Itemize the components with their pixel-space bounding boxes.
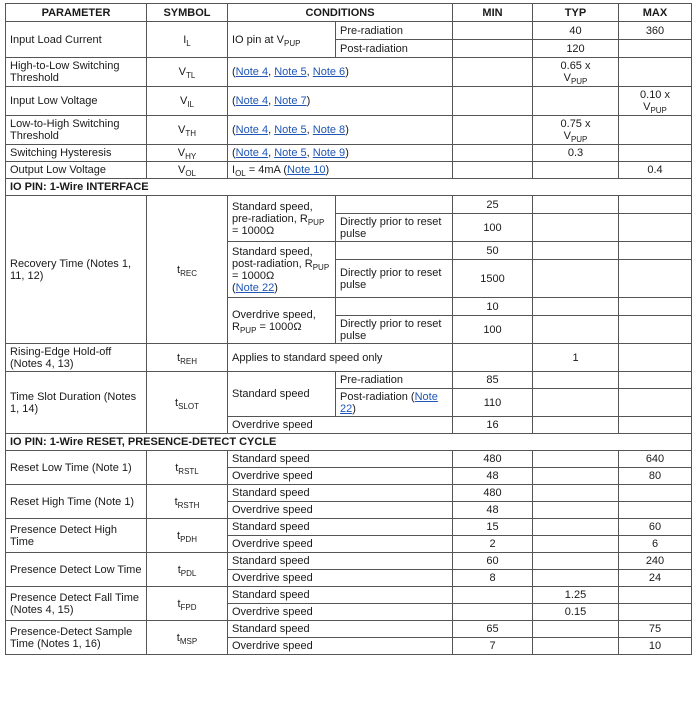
min-cell [453, 145, 533, 162]
param-cell: Presence Detect High Time [6, 519, 147, 553]
cond-overdrive-speed: Overdrive speed [228, 570, 453, 587]
max-cell [619, 502, 692, 519]
note-link[interactable]: Note 5 [274, 124, 307, 136]
cond-vth-notes: (Note 4, Note 5, Note 8) [228, 116, 453, 145]
section-title-interface: IO PIN: 1-Wire INTERFACE [6, 179, 692, 196]
table-row [6, 553, 692, 570]
max-cell [619, 604, 692, 621]
symbol-cell: $t_{PDH}$ [147, 519, 228, 553]
cond-vil-notes: (Note 4, Note 7) [228, 87, 453, 116]
symbol-cell: $t_{PDL}$ [147, 553, 228, 587]
min-cell: 16 [453, 417, 533, 434]
min-cell [453, 604, 533, 621]
cond-prior-reset: Directly prior to reset pulse [336, 316, 453, 344]
note-link[interactable]: Note 4 [235, 66, 269, 78]
symbol-vhy: $V_{HY}$ [147, 145, 228, 162]
header-conditions: CONDITIONS [228, 4, 453, 22]
max-cell: 6 [619, 536, 692, 553]
symbol-vtl: $V_{TL}$ [147, 58, 228, 87]
section-header-row [6, 179, 692, 196]
max-cell: 10 [619, 638, 692, 655]
min-cell: 110 [453, 389, 533, 417]
cond-io-pin: IO pin at $V_{PUP}$ [228, 22, 336, 58]
typ-cell [533, 536, 619, 553]
max-cell [619, 389, 692, 417]
note-link[interactable]: Note 5 [274, 147, 307, 159]
min-cell: 480 [453, 485, 533, 502]
cond-overdrive-speed: Overdrive speed [228, 638, 453, 655]
typ-cell [533, 553, 619, 570]
typ-cell: 0.3 [533, 145, 619, 162]
min-cell [453, 22, 533, 40]
min-cell [453, 116, 533, 145]
table-row [6, 621, 692, 638]
max-cell [619, 214, 692, 242]
param-treh: Rising-Edge Hold-off (Notes 4, 13) [6, 344, 147, 372]
typ-cell [533, 519, 619, 536]
cond-overdrive-speed: Overdrive speed [228, 604, 453, 621]
table-row [6, 344, 692, 372]
table-row [6, 162, 692, 179]
cond-post-radiation: Post-radiation [336, 40, 453, 58]
header-typ: TYP [533, 4, 619, 22]
table-row [6, 116, 692, 145]
param-cell: Presence-Detect Sample Time (Notes 1, 16) [6, 621, 147, 655]
header-min: MIN [453, 4, 533, 22]
note-link[interactable]: Note 8 [312, 124, 346, 136]
typ-cell [533, 162, 619, 179]
param-cell: Reset High Time (Note 1) [6, 485, 147, 519]
min-cell: 50 [453, 242, 533, 260]
cond-tslot-std: Standard speed [228, 372, 336, 417]
param-tslot: Time Slot Duration (Notes 1, 14) [6, 372, 147, 434]
typ-cell: 1 [533, 344, 619, 372]
symbol-cell: $t_{FPD}$ [147, 587, 228, 621]
cond-tslot-od: Overdrive speed [228, 417, 453, 434]
note-link[interactable]: Note 7 [274, 95, 307, 107]
symbol-vol: $V_{OL}$ [147, 162, 228, 179]
note-link[interactable]: Note 9 [312, 147, 346, 159]
typ-cell [533, 260, 619, 298]
symbol-vth: $V_{TH}$ [147, 116, 228, 145]
typ-cell: 40 [533, 22, 619, 40]
symbol-tslot: $t_{SLOT}$ [147, 372, 228, 434]
typ-cell: 1.25 [533, 587, 619, 604]
max-cell: 360 [619, 22, 692, 40]
cond-trec-std-pre: Standard speed, pre-radiation, $R_{PUP} = 1000\Omega$ [228, 196, 336, 242]
cond-overdrive-speed: Overdrive speed [228, 468, 453, 485]
min-cell: 48 [453, 468, 533, 485]
symbol-cell: $t_{MSP}$ [147, 621, 228, 655]
min-cell: 10 [453, 298, 533, 316]
cond-overdrive-speed: Overdrive speed [228, 536, 453, 553]
cond-overdrive-speed: Overdrive speed [228, 502, 453, 519]
min-cell: 8 [453, 570, 533, 587]
spec-table-wrapper [5, 3, 692, 655]
min-cell: 15 [453, 519, 533, 536]
electrical-characteristics-table [5, 3, 692, 655]
cond-prior-reset: Directly prior to reset pulse [336, 260, 453, 298]
header-parameter: PARAMETER [6, 4, 147, 22]
typ-cell [533, 242, 619, 260]
table-row [6, 519, 692, 536]
max-cell: 80 [619, 468, 692, 485]
note-link[interactable]: Note 6 [312, 66, 346, 78]
param-trec: Recovery Time (Notes 1, 11, 12) [6, 196, 147, 344]
typ-cell [533, 468, 619, 485]
max-cell [619, 344, 692, 372]
cond-standard-speed: Standard speed [228, 553, 453, 570]
header-row [6, 4, 692, 22]
max-cell: 75 [619, 621, 692, 638]
max-cell: 640 [619, 451, 692, 468]
typ-cell: 0.15 [533, 604, 619, 621]
typ-cell [533, 621, 619, 638]
table-row [6, 196, 692, 214]
param-cell: Reset Low Time (Note 1) [6, 451, 147, 485]
note-link[interactable]: Note 4 [235, 147, 269, 159]
max-cell [619, 58, 692, 87]
typ-cell [533, 87, 619, 116]
max-cell: 60 [619, 519, 692, 536]
typ-cell [533, 570, 619, 587]
min-cell: 2 [453, 536, 533, 553]
min-cell: 100 [453, 214, 533, 242]
min-cell: 85 [453, 372, 533, 389]
max-cell [619, 260, 692, 298]
typ-cell [533, 196, 619, 214]
min-cell [453, 58, 533, 87]
cond-vtl-notes: (Note 4, Note 5, Note 6) [228, 58, 453, 87]
max-cell [619, 298, 692, 316]
cond-pre-radiation: Pre-radiation [336, 22, 453, 40]
param-input-load-current: Input Load Current [6, 22, 147, 58]
min-cell: 480 [453, 451, 533, 468]
min-cell: 7 [453, 638, 533, 655]
cond-prior-reset: Directly prior to reset pulse [336, 214, 453, 242]
max-cell [619, 372, 692, 389]
table-row [6, 145, 692, 162]
note-link[interactable]: Note 10 [287, 164, 326, 176]
table-row [6, 372, 692, 389]
typ-cell [533, 502, 619, 519]
cond-blank [336, 196, 453, 214]
typ-cell [533, 638, 619, 655]
param-cell: Presence Detect Fall Time (Notes 4, 15) [6, 587, 147, 621]
typ-cell [533, 316, 619, 344]
header-symbol: SYMBOL [147, 4, 228, 22]
symbol-treh: $t_{REH}$ [147, 344, 228, 372]
note-link[interactable]: Note 22 [235, 281, 275, 294]
cond-standard-speed: Standard speed [228, 485, 453, 502]
cond-post-radiation: Post-radiation (Note 22) [336, 389, 453, 417]
min-cell [453, 40, 533, 58]
table-row [6, 451, 692, 468]
param-vth: Low-to-High Switching Threshold [6, 116, 147, 145]
table-row [6, 485, 692, 502]
min-cell: 60 [453, 553, 533, 570]
table-row [6, 22, 692, 40]
table-row [6, 587, 692, 604]
min-cell: 65 [453, 621, 533, 638]
cond-vol: $I_{OL} = 4mA$ (Note 10) [228, 162, 453, 179]
cond-standard-speed: Standard speed [228, 621, 453, 638]
max-cell [619, 196, 692, 214]
param-vhy: Switching Hysteresis [6, 145, 147, 162]
cond-treh: Applies to standard speed only [228, 344, 453, 372]
reset-rows-body [6, 451, 692, 655]
cond-blank [336, 242, 453, 260]
param-vil: Input Low Voltage [6, 87, 147, 116]
max-cell [619, 485, 692, 502]
min-cell [453, 344, 533, 372]
min-cell: 25 [453, 196, 533, 214]
min-cell [453, 162, 533, 179]
cond-standard-speed: Standard speed [228, 587, 453, 604]
note-link[interactable]: Note 4 [235, 95, 269, 107]
min-cell [453, 587, 533, 604]
param-cell: Presence Detect Low Time [6, 553, 147, 587]
symbol-cell: $t_{RSTL}$ [147, 451, 228, 485]
max-cell [619, 40, 692, 58]
param-vtl: High-to-Low Switching Threshold [6, 58, 147, 87]
cond-standard-speed: Standard speed [228, 451, 453, 468]
typ-cell: 120 [533, 40, 619, 58]
table-row [6, 87, 692, 116]
cond-blank [336, 298, 453, 316]
note-link[interactable]: Note 4 [235, 124, 269, 136]
max-cell [619, 417, 692, 434]
param-vol: Output Low Voltage [6, 162, 147, 179]
header-max: MAX [619, 4, 692, 22]
typ-cell [533, 214, 619, 242]
symbol-cell: $t_{RSTH}$ [147, 485, 228, 519]
symbol-trec: $t_{REC}$ [147, 196, 228, 344]
typ-cell: 0.65 x $V_{PUP}$ [533, 58, 619, 87]
symbol-il: $I_L$ [147, 22, 228, 58]
max-cell: 0.10 x $V_{PUP}$ [619, 87, 692, 116]
cond-trec-std-post: Standard speed, post-radiation, $R_{PUP} = 1000\Omega$ (Note 22) [228, 242, 336, 298]
typ-cell [533, 389, 619, 417]
max-cell [619, 316, 692, 344]
cond-pre-radiation: Pre-radiation [336, 372, 453, 389]
note-link[interactable]: Note 5 [274, 66, 307, 78]
typ-cell [533, 451, 619, 468]
section-header-row [6, 434, 692, 451]
typ-cell [533, 298, 619, 316]
max-cell: 240 [619, 553, 692, 570]
min-cell: 1500 [453, 260, 533, 298]
cond-vhy-notes: (Note 4, Note 5, Note 9) [228, 145, 453, 162]
typ-cell [533, 485, 619, 502]
max-cell [619, 242, 692, 260]
cond-trec-od: Overdrive speed, $R_{PUP} = 1000\Omega$ [228, 298, 336, 344]
min-cell: 48 [453, 502, 533, 519]
max-cell [619, 116, 692, 145]
typ-cell [533, 417, 619, 434]
table-row [6, 58, 692, 87]
max-cell [619, 145, 692, 162]
max-cell [619, 587, 692, 604]
section-title-reset: IO PIN: 1-Wire RESET, PRESENCE-DETECT CYCLE [6, 434, 692, 451]
symbol-vil: $V_{IL}$ [147, 87, 228, 116]
max-cell: 24 [619, 570, 692, 587]
typ-cell: 0.75 x $V_{PUP}$ [533, 116, 619, 145]
typ-cell [533, 372, 619, 389]
min-cell: 100 [453, 316, 533, 344]
note-link[interactable]: Note 22 [340, 390, 438, 415]
max-cell: 0.4 [619, 162, 692, 179]
min-cell [453, 87, 533, 116]
cond-standard-speed: Standard speed [228, 519, 453, 536]
